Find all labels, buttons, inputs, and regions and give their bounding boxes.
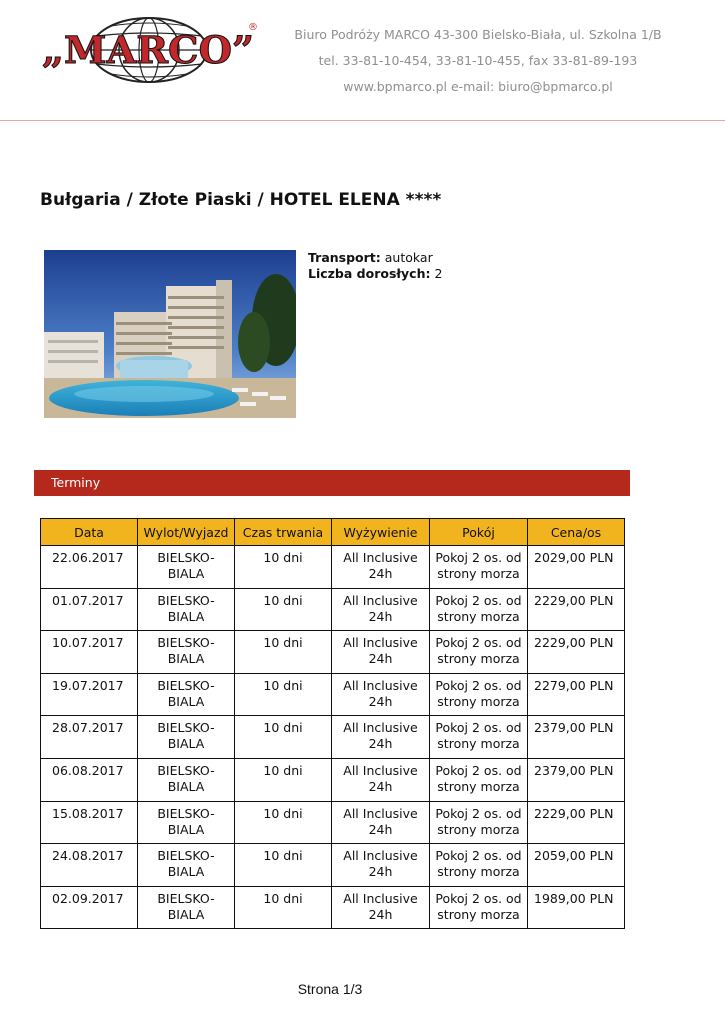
offer-title: Bułgaria / Złote Piaski / HOTEL ELENA **** [40,190,442,210]
cell-date: 10.07.2017 [41,631,138,674]
dates-table [40,518,625,929]
marco-logo [36,14,261,86]
table-row [41,801,625,844]
page-number: Strona 1/3 [297,981,363,997]
cell-date: 24.08.2017 [41,844,138,887]
cell-price: 2229,00 PLN [528,588,625,631]
cell-date: 15.08.2017 [41,801,138,844]
cell-date: 22.06.2017 [41,546,138,589]
cell-price: 2059,00 PLN [528,844,625,887]
cell-price: 2229,00 PLN [528,631,625,674]
hotel-photo [44,250,296,418]
cell-price: 2379,00 PLN [528,716,625,759]
cell-room: Pokoj 2 os. od strony morza [430,546,528,589]
cell-room: Pokoj 2 os. od strony morza [430,844,528,887]
adults-value: 2 [434,266,443,281]
cell-room: Pokoj 2 os. od strony morza [430,801,528,844]
cell-board: All Inclusive 24h [332,673,430,716]
cell-duration: 10 dni [235,801,332,844]
table-row [41,588,625,631]
cell-board: All Inclusive 24h [332,588,430,631]
cell-board: All Inclusive 24h [332,546,430,589]
cell-price: 1989,00 PLN [528,886,625,929]
col-header-price: Cena/os [528,519,625,546]
cell-date: 19.07.2017 [41,673,138,716]
cell-date: 01.07.2017 [41,588,138,631]
cell-price: 2379,00 PLN [528,758,625,801]
cell-departure: BIELSKO- BIALA [138,631,235,674]
cell-duration: 10 dni [235,673,332,716]
cell-room: Pokoj 2 os. od strony morza [430,716,528,759]
cell-room: Pokoj 2 os. od strony morza [430,886,528,929]
cell-departure: BIELSKO- BIALA [138,673,235,716]
table-header-row [41,519,625,546]
cell-board: All Inclusive 24h [332,716,430,759]
cell-date: 02.09.2017 [41,886,138,929]
table-row [41,758,625,801]
cell-duration: 10 dni [235,631,332,674]
cell-price: 2229,00 PLN [528,801,625,844]
cell-departure: BIELSKO- BIALA [138,546,235,589]
cell-price: 2029,00 PLN [528,546,625,589]
cell-duration: 10 dni [235,716,332,759]
table-row [41,631,625,674]
contact-address: Biuro Podróży MARCO 43-300 Bielsko-Biała, ul. Szkolna 1/B [294,27,662,42]
col-header-date: Data [41,519,138,546]
cell-room: Pokoj 2 os. od strony morza [430,673,528,716]
cell-board: All Inclusive 24h [332,801,430,844]
cell-room: Pokoj 2 os. od strony morza [430,758,528,801]
cell-departure: BIELSKO- BIALA [138,886,235,929]
table-row [41,546,625,589]
cell-date: 28.07.2017 [41,716,138,759]
page-header [0,0,725,121]
cell-duration: 10 dni [235,844,332,887]
table-row [41,673,625,716]
cell-room: Pokoj 2 os. od strony morza [430,631,528,674]
cell-departure: BIELSKO- BIALA [138,801,235,844]
cell-duration: 10 dni [235,886,332,929]
col-header-duration: Czas trwania [235,519,332,546]
col-header-room: Pokój [430,519,528,546]
cell-board: All Inclusive 24h [332,844,430,887]
section-terminy: Terminy [34,470,630,496]
cell-room: Pokoj 2 os. od strony morza [430,588,528,631]
col-header-departure: Wylot/Wyjazd [138,519,235,546]
transport-row [308,250,442,266]
cell-date: 06.08.2017 [41,758,138,801]
offer-info [308,250,442,282]
table-row [41,886,625,929]
col-header-board: Wyżywienie [332,519,430,546]
cell-departure: BIELSKO- BIALA [138,588,235,631]
cell-board: All Inclusive 24h [332,758,430,801]
adults-row [308,266,442,282]
cell-duration: 10 dni [235,588,332,631]
table-row [41,844,625,887]
adults-label: Liczba dorosłych: [308,266,431,281]
contact-web-email: www.bpmarco.pl e-mail: biuro@bpmarco.pl [343,79,613,94]
transport-value: autokar [384,250,433,265]
cell-board: All Inclusive 24h [332,886,430,929]
cell-duration: 10 dni [235,546,332,589]
cell-duration: 10 dni [235,758,332,801]
hotel-pool-image [44,250,296,418]
cell-departure: BIELSKO- BIALA [138,844,235,887]
contact-block [288,22,668,100]
contact-phone: tel. 33-81-10-454, 33-81-10-455, fax 33-81-89-193 [318,53,638,68]
cell-departure: BIELSKO- BIALA [138,758,235,801]
logo-text: „MARCO” [42,28,254,72]
cell-board: All Inclusive 24h [332,631,430,674]
transport-label: Transport: [308,250,381,265]
table-row [41,716,625,759]
cell-departure: BIELSKO- BIALA [138,716,235,759]
registered-mark: ® [248,22,258,33]
cell-price: 2279,00 PLN [528,673,625,716]
